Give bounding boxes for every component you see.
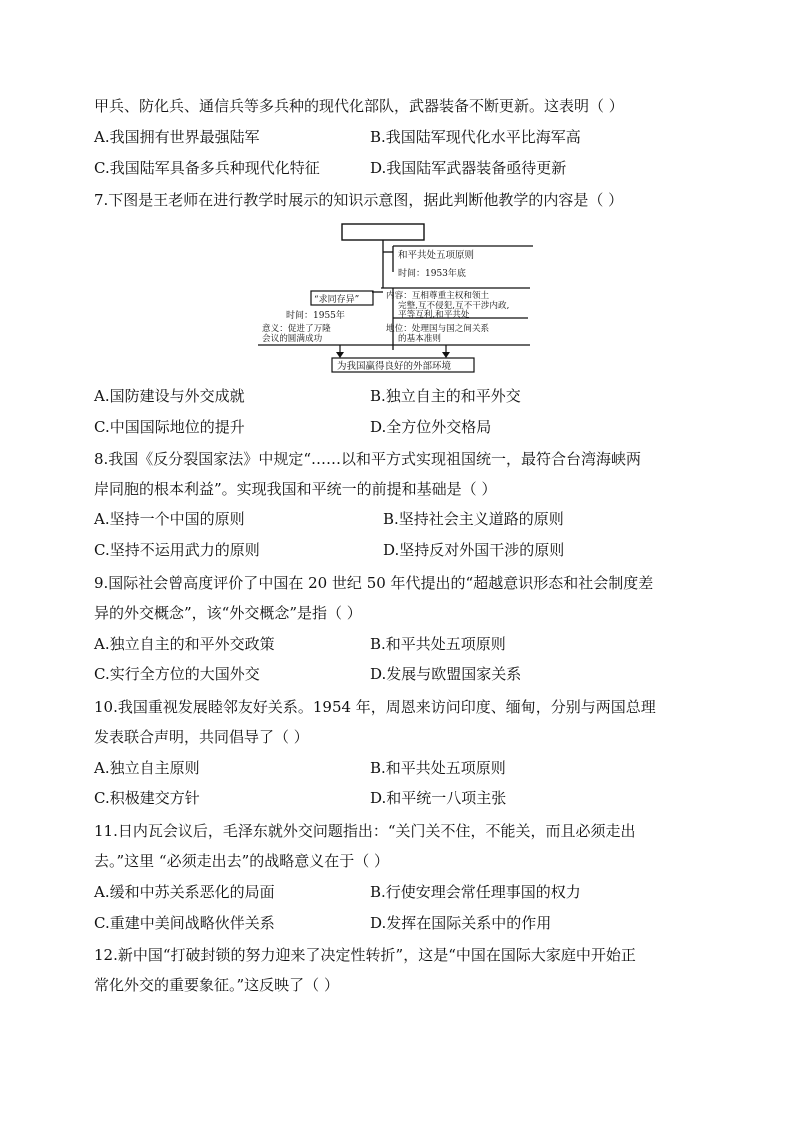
q9-option-a[interactable]: A.独立自主的和平外交政策 bbox=[94, 635, 275, 653]
q10-option-c[interactable]: C.积极建交方针 bbox=[94, 789, 200, 807]
diagram-right-title: 和平共处五项原则 bbox=[398, 250, 475, 261]
diagram-left-title: “求同存异” bbox=[314, 295, 360, 305]
knowledge-diagram bbox=[248, 222, 538, 374]
diagram-left-time: 时间：1955年 bbox=[286, 311, 345, 321]
q9-option-c[interactable]: C.实行全方位的大国外交 bbox=[94, 665, 260, 683]
q8-stem-line-1: 8.我国《反分裂国家法》中规定“……以和平方式实现祖国统一，最符合台湾海峡两 bbox=[94, 450, 641, 468]
q7-option-b[interactable]: B.独立自主的和平外交 bbox=[370, 387, 521, 405]
diagram-right-status-2: 的基本准则 bbox=[398, 334, 441, 344]
diagram-blank-box bbox=[342, 224, 424, 240]
q6-option-d[interactable]: D.我国陆军武器装备亟待更新 bbox=[370, 159, 567, 177]
q6-option-b[interactable]: B.我国陆军现代化水平比海军高 bbox=[370, 128, 581, 146]
q9-option-d[interactable]: D.发展与欧盟国家关系 bbox=[370, 665, 522, 683]
q8-option-b[interactable]: B.坚持社会主义道路的原则 bbox=[383, 510, 564, 528]
q11-stem-line-1: 11.日内瓦会议后，毛泽东就外交问题指出：“关门关不住，不能关，而且必须走出 bbox=[94, 822, 636, 840]
q9-option-b[interactable]: B.和平共处五项原则 bbox=[370, 635, 506, 653]
diagram-left-meaning-1: 意义：促进了万隆 bbox=[262, 324, 331, 334]
q9-stem-line-2: 异的外交概念”，该“外交概念”是指（ ） bbox=[94, 604, 362, 622]
q11-stem-line-2: 去。”这里 “必须走出去”的战略意义在于（ ） bbox=[94, 852, 390, 870]
q8-stem-line-2: 岸同胞的根本利益”。实现我国和平统一的前提和基础是（ ） bbox=[94, 480, 497, 498]
q10-option-a[interactable]: A.独立自主原则 bbox=[94, 759, 200, 777]
q8-option-d[interactable]: D.坚持反对外国干涉的原则 bbox=[383, 541, 565, 559]
diagram-right-content-1: 内容：互相尊重主权和领土 bbox=[386, 291, 490, 301]
q8-option-a[interactable]: A.坚持一个中国的原则 bbox=[94, 510, 245, 528]
q10-option-b[interactable]: B.和平共处五项原则 bbox=[370, 759, 506, 777]
q6-option-c[interactable]: C.我国陆军具备多兵种现代化特征 bbox=[94, 159, 320, 177]
q7-option-a[interactable]: A.国防建设与外交成就 bbox=[94, 387, 245, 405]
q12-stem-line-2: 常化外交的重要象征。”这反映了（ ） bbox=[94, 976, 339, 994]
q7-option-d[interactable]: D.全方位外交格局 bbox=[370, 418, 492, 436]
q9-stem-line-1: 9.国际社会曾高度评价了中国在 20 世纪 50 年代提出的“超越意识形态和社会制度差 bbox=[94, 574, 654, 592]
q12-stem-line-1: 12.新中国“打破封锁的努力迎来了决定性转折”，这是“中国在国际大家庭中开始正 bbox=[94, 946, 636, 964]
diagram-right-status-1: 地位：处理国与国之间关系 bbox=[386, 324, 490, 334]
q11-option-b[interactable]: B.行使安理会常任理事国的权力 bbox=[370, 883, 581, 901]
q6-option-a[interactable]: A.我国拥有世界最强陆军 bbox=[94, 128, 260, 146]
q10-option-d[interactable]: D.和平统一八项主张 bbox=[370, 789, 507, 807]
q6-stem-tail: 甲兵、防化兵、通信兵等多兵种的现代化部队，武器装备不断更新。这表明（ ） bbox=[94, 97, 624, 115]
q10-stem-line-2: 发表联合声明，共同倡导了（ ） bbox=[94, 728, 309, 746]
diagram-right-content-3: 平等互利,和平共处 bbox=[398, 310, 470, 320]
diagram-left-meaning-2: 会议的圆满成功 bbox=[262, 334, 323, 344]
diagram-bottom-text: 为我国赢得良好的外部环境 bbox=[337, 361, 452, 372]
q8-option-c[interactable]: C.坚持不运用武力的原则 bbox=[94, 541, 260, 559]
q10-stem-line-1: 10.我国重视发展睦邻友好关系。1954 年，周恩来访问印度、缅甸，分别与两国总理 bbox=[94, 698, 656, 716]
diagram-right-content-2: 完整,互不侵犯,互不干涉内政, bbox=[398, 301, 510, 311]
diagram-right-time: 时间：1953年底 bbox=[398, 269, 466, 279]
q11-option-a[interactable]: A.缓和中苏关系恶化的局面 bbox=[94, 883, 275, 901]
q7-option-c[interactable]: C.中国国际地位的提升 bbox=[94, 418, 245, 436]
q11-option-d[interactable]: D.发挥在国际关系中的作用 bbox=[370, 914, 552, 932]
q11-option-c[interactable]: C.重建中美间战略伙伴关系 bbox=[94, 914, 275, 932]
q7-stem: 7.下图是王老师在进行教学时展示的知识示意图，据此判断他教学的内容是（ ） bbox=[94, 191, 624, 209]
